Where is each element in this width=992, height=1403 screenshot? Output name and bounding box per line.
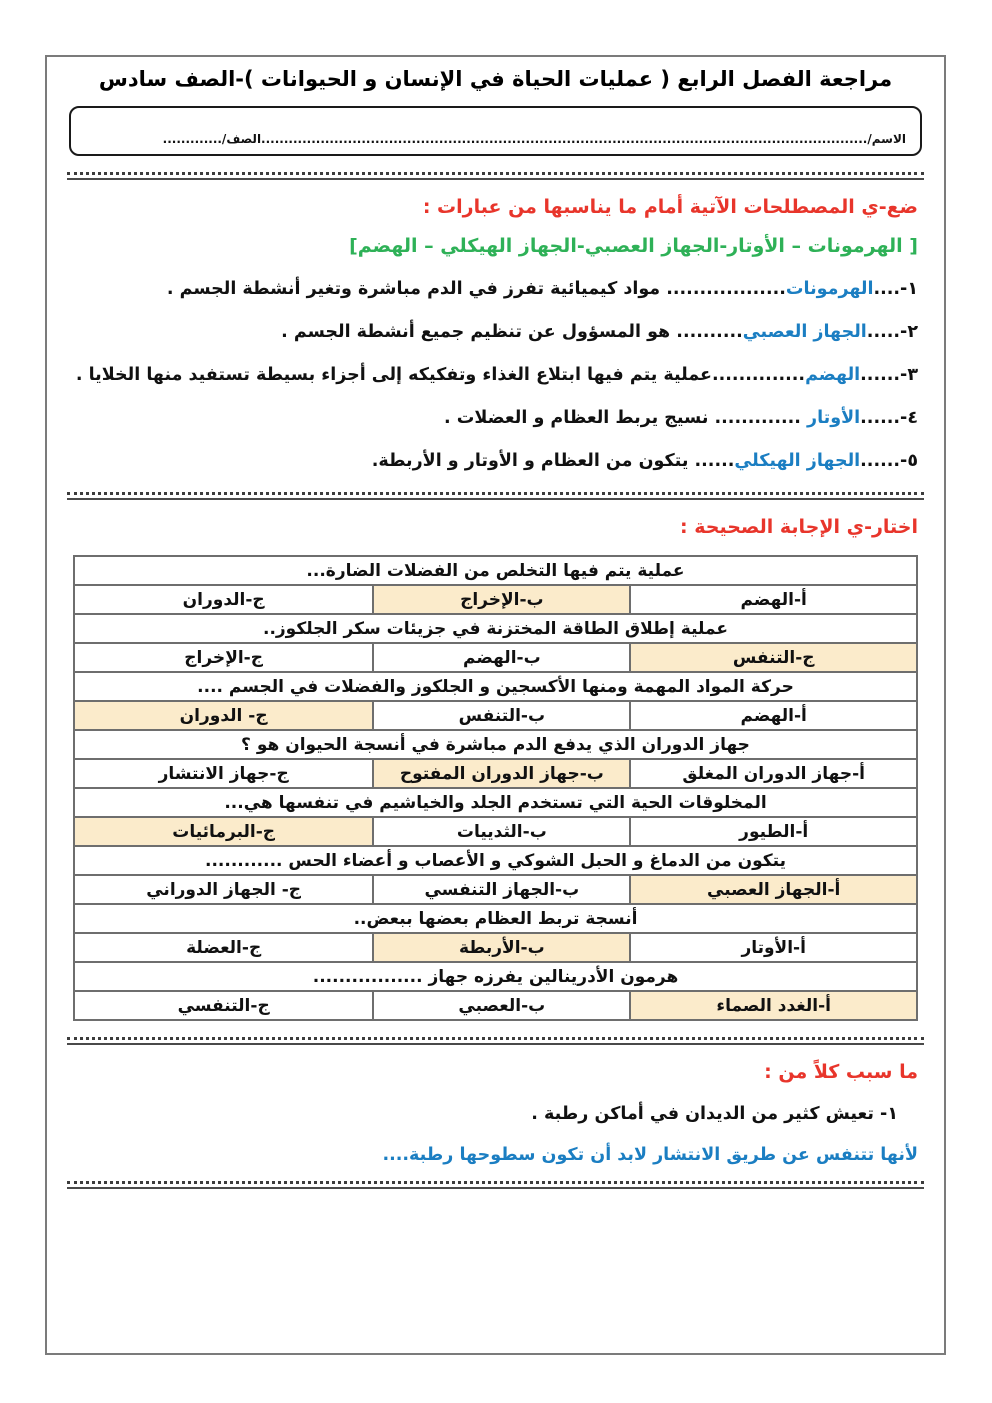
options-row	[74, 875, 917, 904]
option-cell: ج- الدوران	[74, 701, 373, 730]
match-item-answer: الأوتار	[807, 408, 861, 428]
option-cell: أ-الجهاز العصبي	[630, 875, 917, 904]
option-cell: ب-التنفس	[373, 701, 630, 730]
match-item-dots: ..............	[711, 365, 806, 385]
match-item-answer: الهضم	[805, 365, 861, 385]
name-class-line: الاسم/.....................................................................................................................................الصف/.............	[162, 132, 906, 146]
section-heading-causes: ما سبب كلاً من :	[764, 1061, 918, 1083]
match-item-dots: ......	[694, 451, 735, 471]
option-cell: ج-البرمائيات	[74, 817, 373, 846]
question-text: حركة المواد المهمة ومنها الأكسجين و الجلكوز والفضلات في الجسم ....	[74, 672, 917, 701]
match-item-answer: الهرمونات	[785, 279, 874, 299]
separator	[67, 492, 924, 500]
match-item-dots: .............	[714, 408, 808, 428]
match-item-number: ٣-......	[860, 365, 918, 385]
cause-answer: لأنها تتنفس عن طريق الانتشار لابد أن تكون سطوحها رطبة....	[382, 1145, 918, 1165]
option-cell: ب-الأربطة	[373, 933, 630, 962]
option-cell: أ-الأوتار	[630, 933, 917, 962]
question-text: عملية إطلاق الطاقة المختزنة في جزيئات سكر الجلكوز..	[74, 614, 917, 643]
question-row	[74, 730, 917, 759]
match-item	[73, 449, 918, 473]
match-item	[73, 406, 918, 430]
options-row	[74, 701, 917, 730]
question-text: المخلوقات الحية التي تستخدم الجلد والخياشيم في تنفسها هي...	[74, 788, 917, 817]
separator	[67, 172, 924, 180]
option-cell: أ-الغدد الصماء	[630, 991, 917, 1020]
question-text: جهاز الدوران الذي يدفع الدم مباشرة في أنسجة الحيوان هو ؟	[74, 730, 917, 759]
word-bank: [ الهرمونات – الأوتار-الجهاز العصبي-الجهاز الهيكلي – الهضم]	[349, 235, 918, 257]
match-item-text: مواد كيميائية تفرز في الدم مباشرة وتغير أنشطة الجسم .	[166, 279, 667, 299]
option-cell: أ-الطيور	[630, 817, 917, 846]
question-text: أنسجة تربط العظام بعضها ببعض..	[74, 904, 917, 933]
cause-item: ١- تعيش كثير من الديدان في أماكن رطبة .	[531, 1104, 898, 1124]
option-cell: ب-جهاز الدوران المفتوح	[373, 759, 630, 788]
match-item	[73, 277, 918, 301]
separator	[67, 1037, 924, 1045]
option-cell: ج-الدوران	[74, 585, 373, 614]
page-frame	[45, 55, 946, 1355]
match-item-text: عملية يتم فيها ابتلاع الغذاء وتفكيكه إلى أجزاء بسيطة تستفيد منها الخلايا .	[75, 365, 712, 385]
question-text: يتكون من الدماغ و الحبل الشوكي و الأعصاب و أعضاء الحس ............	[74, 846, 917, 875]
question-text: عملية يتم فيها التخلص من الفضلات الضارة...	[74, 556, 917, 585]
question-row	[74, 904, 917, 933]
question-row	[74, 788, 917, 817]
match-item-text: هو المسؤول عن تنظيم جميع أنشطة الجسم .	[281, 322, 677, 342]
question-row	[74, 672, 917, 701]
match-item-number: ٥-......	[860, 451, 918, 471]
option-cell: ب-الهضم	[373, 643, 630, 672]
question-text: هرمون الأدرينالين يفرزه جهاز .................	[74, 962, 917, 991]
option-cell: ج-التنفسي	[74, 991, 373, 1020]
match-item-answer: الجهاز العصبي	[742, 322, 867, 342]
match-item-answer: الجهاز الهيكلي	[734, 451, 861, 471]
question-row	[74, 614, 917, 643]
options-row	[74, 817, 917, 846]
match-item-number: ١-....	[873, 279, 918, 299]
option-cell: ب-الإخراج	[373, 585, 630, 614]
match-items	[73, 277, 918, 473]
match-item	[73, 320, 918, 344]
option-cell: ج-التنفس	[630, 643, 917, 672]
separator	[67, 1181, 924, 1189]
match-item-number: ٢-.....	[866, 322, 918, 342]
section-heading-quiz: اختار-ي الإجابة الصحيحة :	[680, 516, 918, 538]
option-cell: ج-الإخراج	[74, 643, 373, 672]
question-row	[74, 962, 917, 991]
option-cell: ج-العضلة	[74, 933, 373, 962]
match-item-number: ٤-......	[860, 408, 918, 428]
option-cell: ب-الثدييات	[373, 817, 630, 846]
match-item-text: نسيج يربط العظام و العضلات .	[444, 408, 715, 428]
match-item-dots: ..........	[676, 322, 743, 342]
match-item	[73, 363, 918, 387]
question-row	[74, 846, 917, 875]
option-cell: أ-الهضم	[630, 701, 917, 730]
options-row	[74, 991, 917, 1020]
options-row	[74, 933, 917, 962]
question-row	[74, 556, 917, 585]
options-row	[74, 759, 917, 788]
name-class-box	[69, 106, 922, 156]
section-heading-match: ضع-ي المصطلحات الآتية أمام ما يناسبها من عبارات :	[422, 196, 918, 218]
option-cell: ب-الجهاز التنفسي	[373, 875, 630, 904]
options-row	[74, 585, 917, 614]
page-title: مراجعة الفصل الرابع ( عمليات الحياة في الإنسان و الحيوانات )-الصف سادس	[98, 67, 893, 91]
option-cell: أ-جهاز الدوران المغلق	[630, 759, 917, 788]
option-cell: ب-العصبي	[373, 991, 630, 1020]
match-item-text: يتكون من العظام و الأوتار و الأربطة.	[371, 451, 695, 471]
quiz-table	[73, 555, 918, 1021]
options-row	[74, 643, 917, 672]
match-item-dots: ..................	[666, 279, 786, 299]
option-cell: ج-جهاز الانتشار	[74, 759, 373, 788]
option-cell: ج- الجهاز الدوراني	[74, 875, 373, 904]
option-cell: أ-الهضم	[630, 585, 917, 614]
